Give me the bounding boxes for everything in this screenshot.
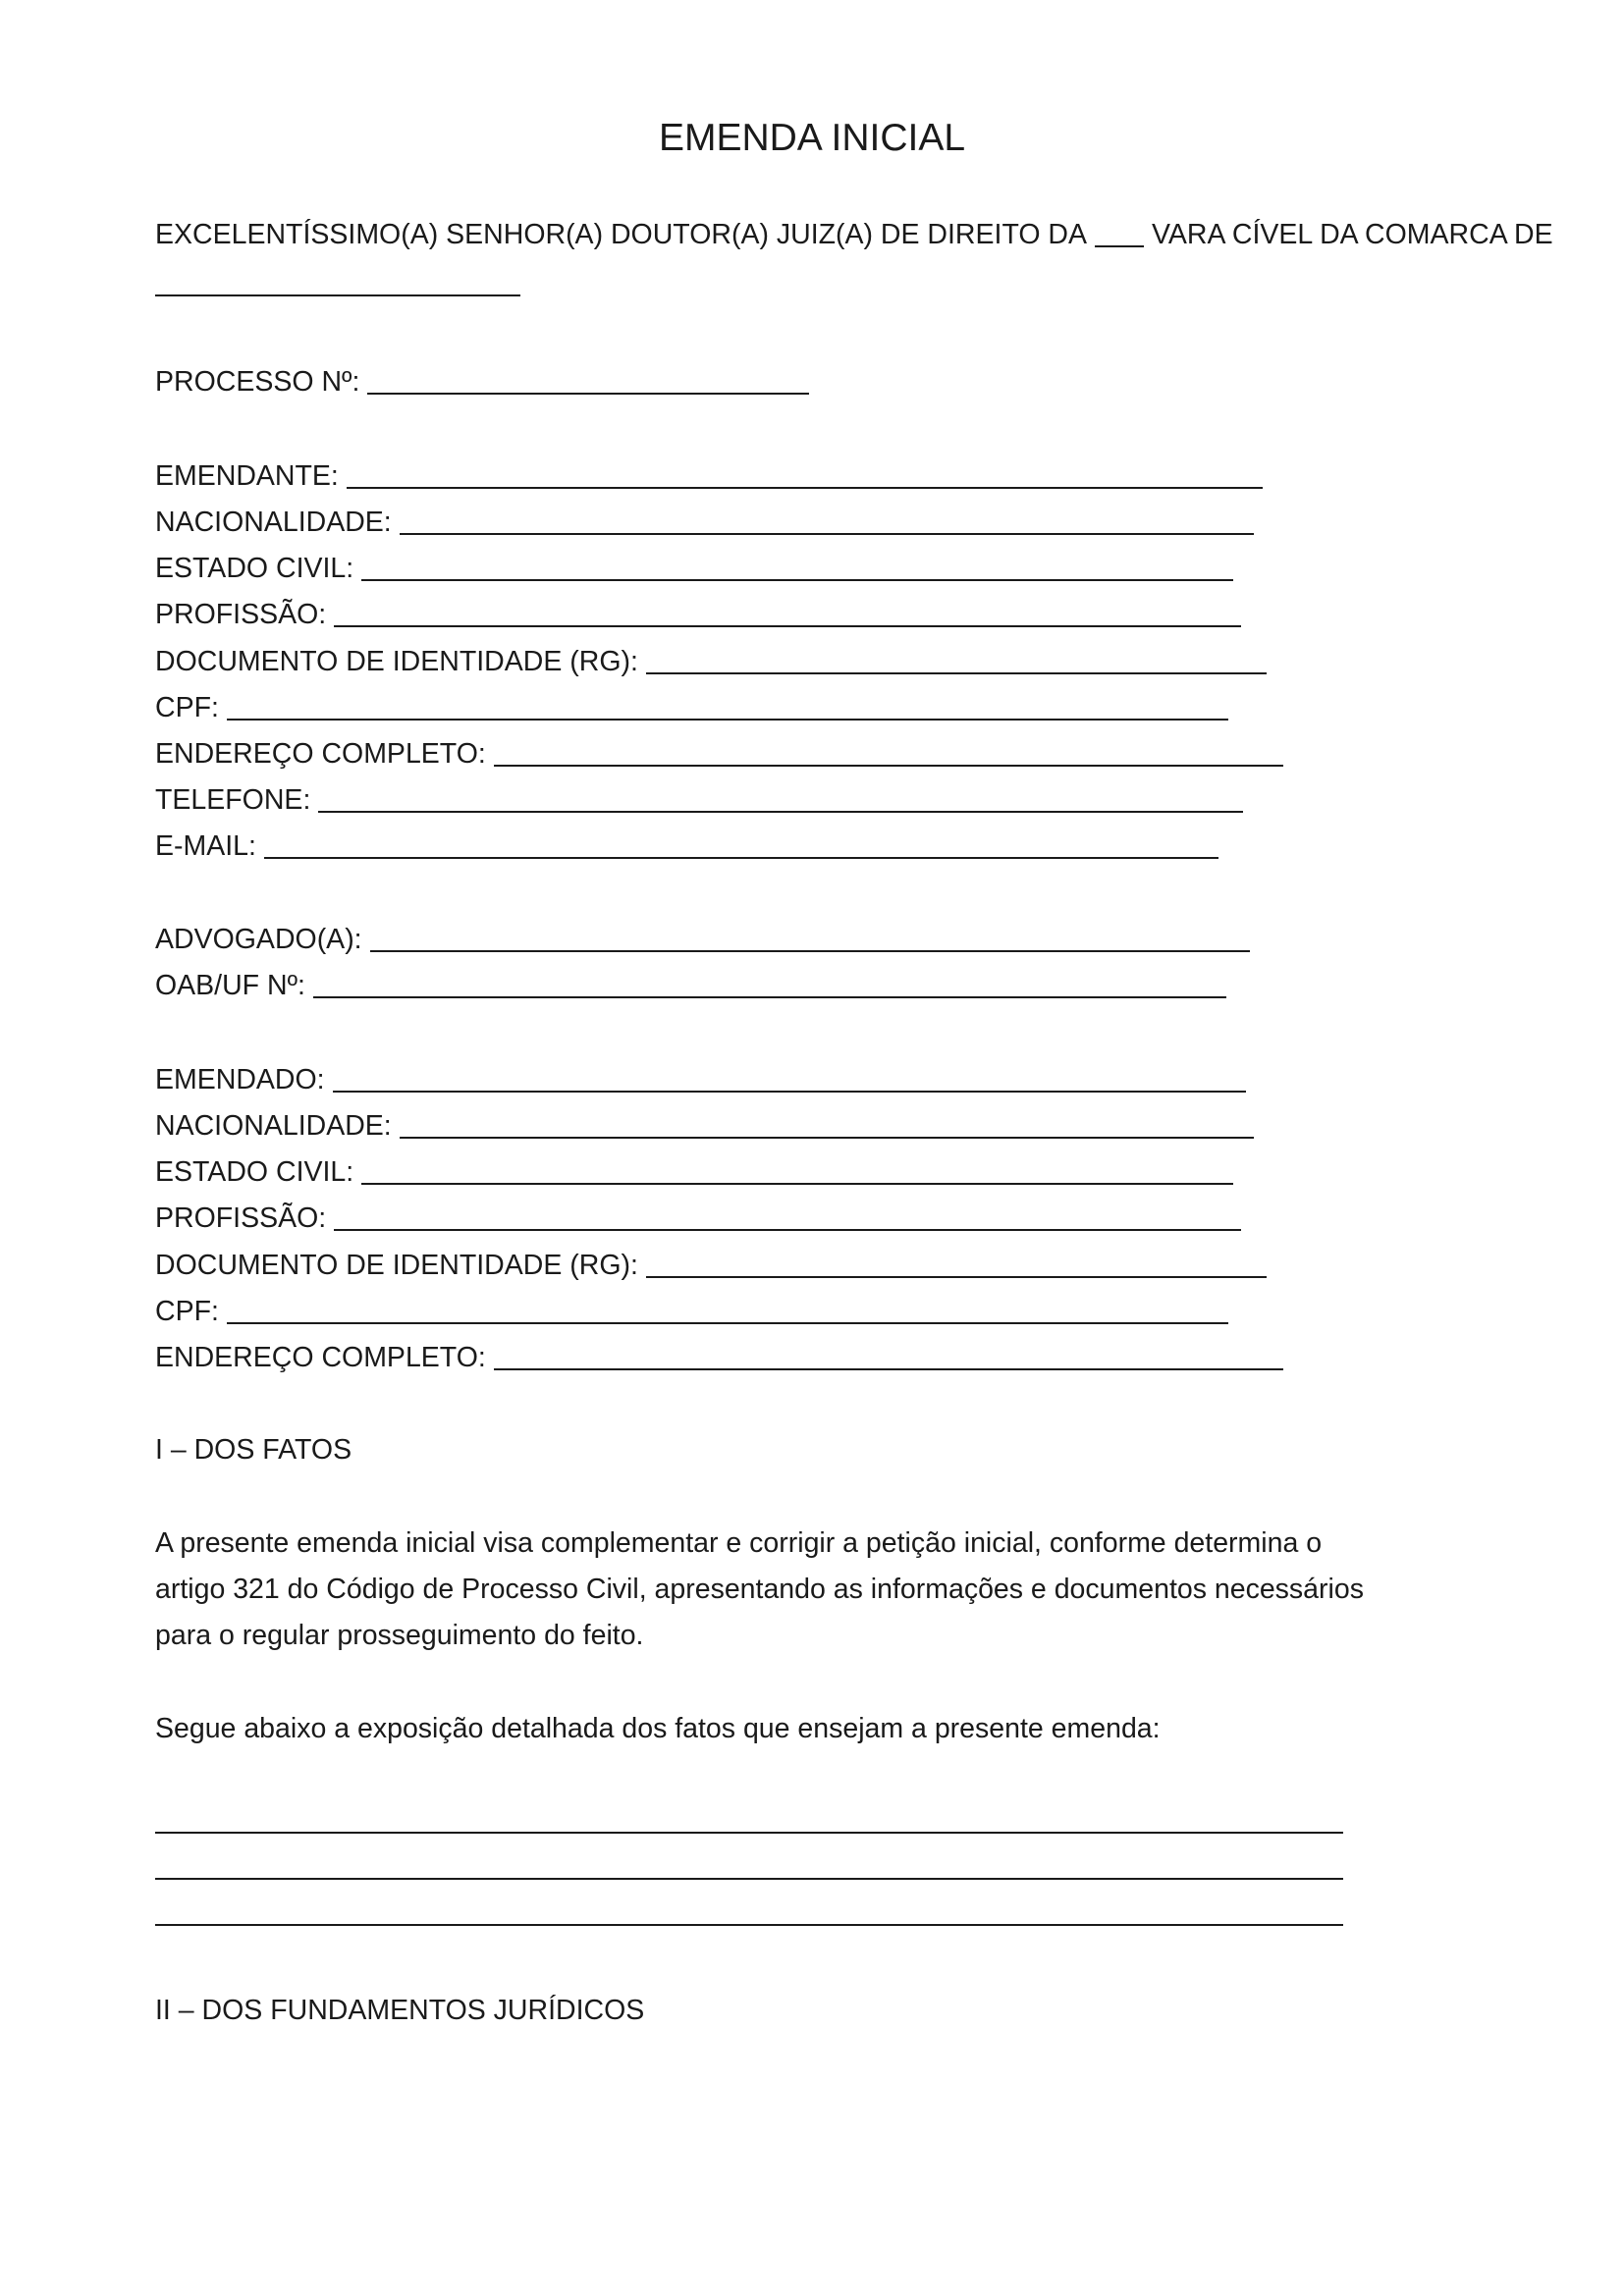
- emendante-field: [155, 457, 1263, 493]
- emendado-nacionalidade-blank[interactable]: [400, 1111, 1254, 1139]
- emendante-estado-civil-field: [155, 550, 1233, 585]
- emendante-cpf-blank[interactable]: [227, 693, 1228, 721]
- emendante-email-blank[interactable]: [264, 831, 1218, 859]
- emendado-cpf-blank[interactable]: [227, 1297, 1228, 1324]
- emendante-profissao-field: [155, 596, 1241, 631]
- emendante-endereco-label: ENDEREÇO COMPLETO:: [155, 738, 486, 770]
- emendado-cpf-field: [155, 1293, 1228, 1328]
- emendante-nacionalidade-field: [155, 504, 1254, 539]
- advogado-label: ADVOGADO(A):: [155, 924, 362, 955]
- oab-field: [155, 967, 1226, 1002]
- emendado-label: EMENDADO:: [155, 1064, 325, 1095]
- emendante-profissao-label: PROFISSÃO:: [155, 599, 327, 630]
- emendado-profissao-label: PROFISSÃO:: [155, 1202, 327, 1234]
- fatos-blank-line[interactable]: [155, 1878, 1343, 1880]
- emendado-field: [155, 1061, 1246, 1096]
- fatos-paragraph-line: A presente emenda inicial visa complementar e corrigir a petição inicial, conforme determina o: [155, 1527, 1323, 1559]
- emendante-cpf-field: [155, 689, 1228, 724]
- emendante-label: EMENDANTE:: [155, 460, 339, 492]
- emendante-nacionalidade-label: NACIONALIDADE:: [155, 507, 392, 538]
- emendado-profissao-blank[interactable]: [334, 1203, 1241, 1231]
- emendado-rg-field: [155, 1247, 1267, 1282]
- emendante-blank[interactable]: [347, 461, 1263, 489]
- emendado-estado-civil-label: ESTADO CIVIL:: [155, 1156, 354, 1188]
- processo-blank[interactable]: [367, 367, 809, 395]
- emendado-rg-label: DOCUMENTO DE IDENTIDADE (RG):: [155, 1250, 638, 1281]
- fatos-intro: Segue abaixo a exposição detalhada dos fatos que ensejam a presente emenda:: [155, 1713, 1161, 1744]
- addressee-text-after: VARA CÍVEL DA COMARCA DE: [1152, 219, 1553, 250]
- emendante-cpf-label: CPF:: [155, 692, 219, 723]
- comarca-blank[interactable]: [155, 294, 520, 296]
- advogado-field: [155, 921, 1250, 956]
- emendado-endereco-blank[interactable]: [494, 1343, 1283, 1370]
- emendante-profissao-blank[interactable]: [334, 600, 1241, 627]
- vara-number-blank[interactable]: [1095, 222, 1144, 247]
- emendado-nacionalidade-field: [155, 1107, 1254, 1143]
- emendante-telefone-label: TELEFONE:: [155, 784, 311, 816]
- emendante-nacionalidade-blank[interactable]: [400, 507, 1254, 535]
- emendado-rg-blank[interactable]: [646, 1251, 1267, 1278]
- emendado-blank[interactable]: [333, 1065, 1246, 1093]
- emendante-email-label: E-MAIL:: [155, 830, 256, 862]
- emendante-estado-civil-blank[interactable]: [361, 554, 1233, 581]
- emendado-nacionalidade-label: NACIONALIDADE:: [155, 1110, 392, 1142]
- emendante-telefone-field: [155, 781, 1243, 817]
- emendado-cpf-label: CPF:: [155, 1296, 219, 1327]
- emendado-endereco-label: ENDEREÇO COMPLETO:: [155, 1342, 486, 1373]
- emendante-endereco-blank[interactable]: [494, 739, 1283, 767]
- addressee-text-before: EXCELENTÍSSIMO(A) SENHOR(A) DOUTOR(A) JUIZ(A) DE DIREITO DA: [155, 219, 1088, 250]
- emendante-rg-field: [155, 643, 1267, 678]
- fatos-paragraph-line: artigo 321 do Código de Processo Civil, apresentando as informações e documentos necessários: [155, 1574, 1364, 1605]
- fatos-blank-line[interactable]: [155, 1924, 1343, 1926]
- oab-label: OAB/UF Nº:: [155, 970, 305, 1001]
- document-title: EMENDA INICIAL: [658, 117, 966, 159]
- emendante-email-field: [155, 828, 1218, 863]
- emendante-rg-blank[interactable]: [646, 647, 1267, 674]
- emendado-estado-civil-blank[interactable]: [361, 1157, 1233, 1185]
- emendante-telefone-blank[interactable]: [318, 785, 1243, 813]
- fatos-paragraph-line: para o regular prosseguimento do feito.: [155, 1620, 644, 1651]
- emendante-estado-civil-label: ESTADO CIVIL:: [155, 553, 354, 584]
- emendado-profissao-field: [155, 1200, 1241, 1235]
- emendante-rg-label: DOCUMENTO DE IDENTIDADE (RG):: [155, 646, 638, 677]
- emendado-estado-civil-field: [155, 1153, 1233, 1189]
- fatos-blank-line[interactable]: [155, 1832, 1343, 1834]
- emendante-endereco-field: [155, 735, 1283, 771]
- addressee-line: [155, 218, 1553, 251]
- processo-field: [155, 363, 809, 399]
- oab-blank[interactable]: [313, 971, 1226, 998]
- emendado-endereco-field: [155, 1339, 1283, 1374]
- processo-label: PROCESSO Nº:: [155, 366, 360, 398]
- section-fatos-heading: I – DOS FATOS: [155, 1434, 352, 1466]
- advogado-blank[interactable]: [370, 925, 1250, 952]
- section-fundamentos-heading: II – DOS FUNDAMENTOS JURÍDICOS: [155, 1995, 645, 2026]
